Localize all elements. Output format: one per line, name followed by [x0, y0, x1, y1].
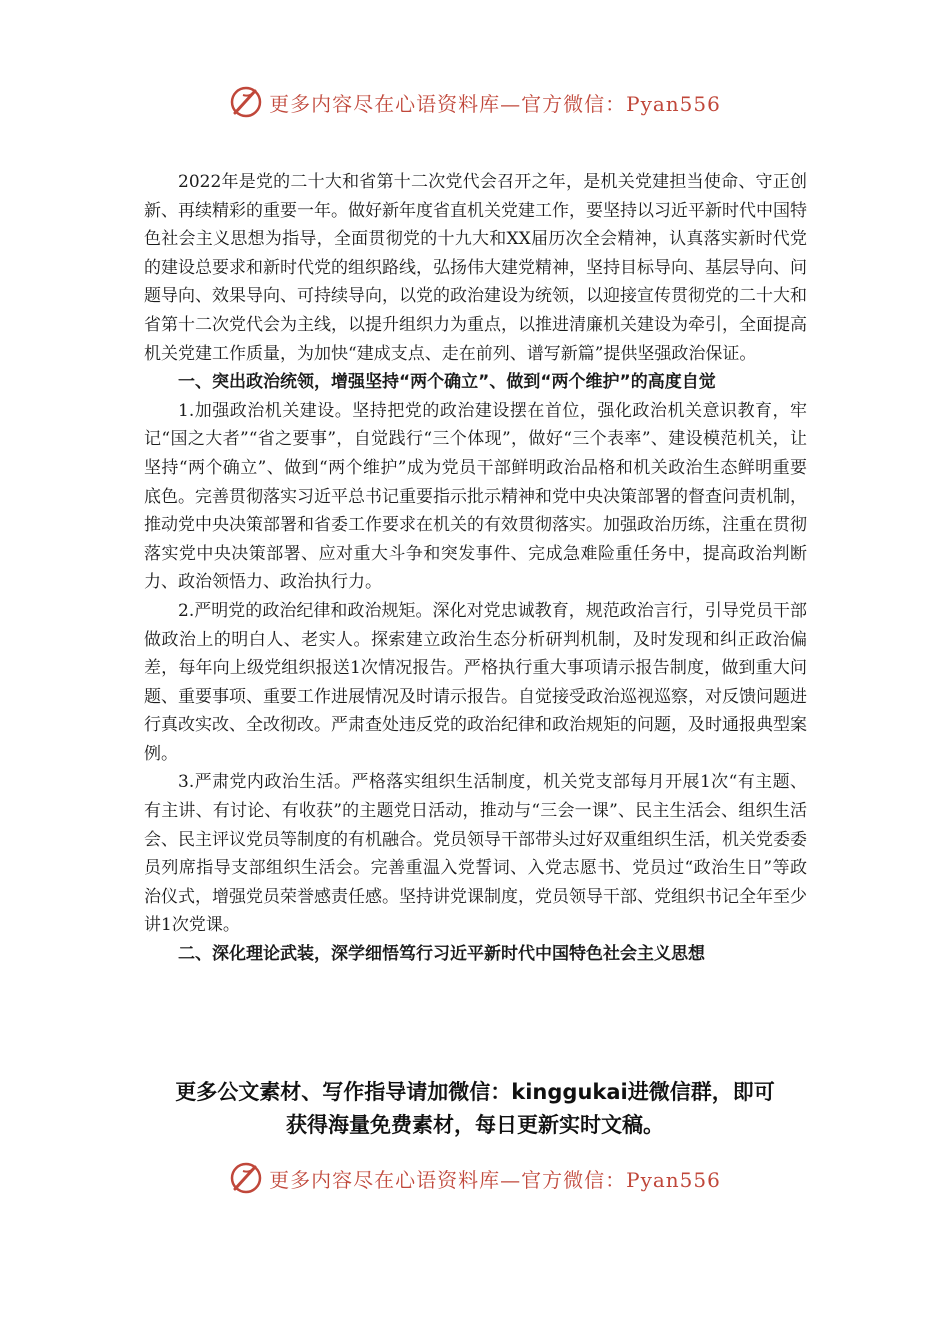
- item-paragraph-3: 3.严肃党内政治生活。严格落实组织生活制度，机关党支部每月开展1次“有主题、有主讲、有讨论、有收获”的主题党日活动，推动与“三会一课”、民主生活会、组织生活会、民主评议党员等制度的有机融合。党员领导干部带头过好双重组织生活，机关党委委员列席指导支部组织生活会。完善重温入党誓词、入党志愿书、党员过“政治生日”等政治仪式，增强党员荣誉感责任感。坚持讲党课制度，党员领导干部、党组织书记全年至少讲1次党课。: [144, 772, 807, 936]
- promo-line-2: 获得海量免费素材，每日更新实时文稿。: [286, 1113, 664, 1137]
- item-paragraph-1: 1.加强政治机关建设。坚持把党的政治建设摆在首位，强化政治机关意识教育，牢记“国之大者”“省之要事”，自觉践行“三个体现”，做好“三个表率”、建设模范机关，让坚持“两个确立”、做到“两个维护”成为党员干部鲜明政治品格和机关政治生态鲜明重要底色。完善贯彻落实习近平总书记重要指示批示精神和党中央决策部署的督查问责机制，推动党中央决策部署和省委工作要求在机关的有效贯彻落实。加强政治历练，注重在贯彻落实党中央决策部署、应对重大斗争和突发事件、完成急难险重任务中，提高政治判断力、政治领悟力、政治执行力。: [144, 400, 807, 593]
- intro-paragraph: 2022年是党的二十大和省第十二次党代会召开之年，是机关党建担当使命、守正创新、再续精彩的重要一年。做好新年度省直机关党建工作，要坚持以习近平新时代中国特色社会主义思想为指导，全面贯彻党的十九大和XX届历次全会精神，认真落实新时代党的建设总要求和新时代党的组织路线，弘扬伟大建党精神，坚持目标导向、基层导向、问题导向、效果导向、可持续导向，以党的政治建设为统领，以迎接宣传贯彻党的二十大和省第十二次党代会为主线，以提升组织力为重点，以推进清廉机关建设为牵引，全面提高机关党建工作质量，为加快“建成支点、走在前列、谱写新篇”提供坚强政治保证。: [144, 172, 807, 364]
- watermark-text: 更多内容尽在心语资料库—官方微信：Pyan556: [269, 1167, 721, 1192]
- document-body: [144, 168, 807, 969]
- quill-logo-icon: [229, 1161, 263, 1195]
- item-paragraph-2: 2.严明党的政治纪律和政治规矩。深化对党忠诚教育，规范政治言行，引导党员干部做政治上的明白人、老实人。探索建立政治生态分析研判机制，及时发现和纠正政治偏差，每年向上级党组织报送1次情况报告。严格执行重大事项请示报告制度，做到重大问题、重要事项、重要工作进展情况及时请示报告。自觉接受政治巡视巡察，对反馈问题进行真改实改、全改彻改。严肃查处违反党的政治纪律和政治规矩的问题，及时通报典型案例。: [144, 600, 807, 764]
- watermark-footer: [0, 1158, 950, 1198]
- quill-logo-icon: [229, 85, 263, 119]
- watermark-header: [0, 82, 950, 122]
- section-heading-1: 一、突出政治统领，增强坚持“两个确立”、做到“两个维护”的高度自觉: [178, 372, 716, 393]
- promo-line-1: 更多公文素材、写作指导请加微信：kinggukai进微信群，即可: [175, 1080, 775, 1104]
- promo-notice: [120, 1076, 830, 1142]
- watermark-text: 更多内容尽在心语资料库—官方微信：Pyan556: [269, 91, 721, 116]
- section-heading-2: 二、深化理论武装，深学细悟笃行习近平新时代中国特色社会主义思想: [178, 944, 705, 965]
